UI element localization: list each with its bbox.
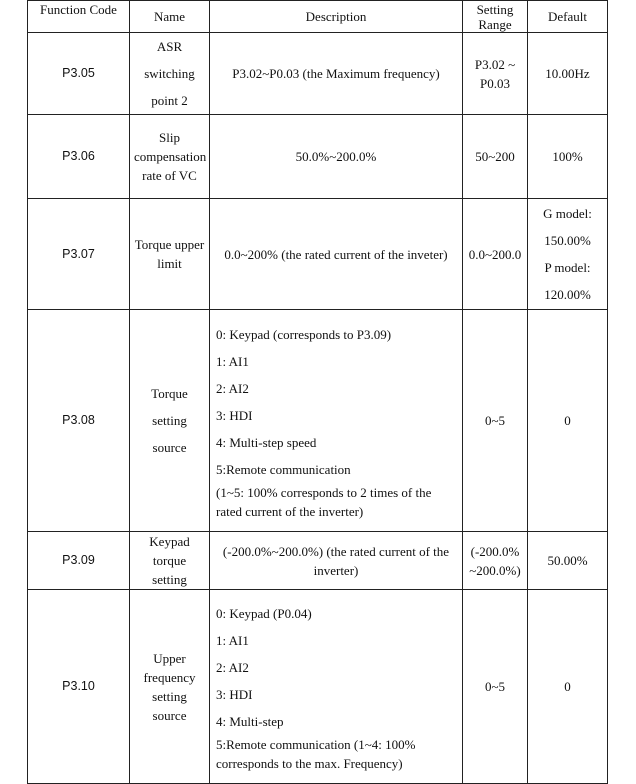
option-line: 4: Multi-step speed [216, 434, 317, 450]
table-row [28, 310, 608, 532]
description-cell: 0.0~200% (the rated current of the inveter) [210, 199, 463, 310]
option-line: 2: AI2 [216, 660, 249, 675]
option-line: 5:Remote communication (1~4: 100% corresponds to the max. Frequency) [216, 737, 416, 771]
function-code-cell: P3.10 [28, 590, 130, 784]
description-cell: (-200.0%~200.0%) (the rated current of the inverter) [210, 532, 463, 590]
option-line: 2: AI2 [216, 380, 249, 396]
option-line: 4: Multi-step [216, 714, 284, 729]
setting-range-cell: 0.0~200.0 [463, 199, 528, 310]
header-description: Description [210, 1, 463, 33]
option-note: (1~5: 100% corresponds to 2 times of the rated current of the inverter) [216, 484, 432, 519]
setting-range-cell: 0~5 [463, 590, 528, 784]
header-setting-range: Setting Range [463, 1, 528, 33]
function-code-cell: P3.07 [28, 199, 130, 310]
default-cell: 100% [528, 115, 608, 199]
header-name: Name [130, 1, 210, 33]
default-cell: 0 [528, 310, 608, 532]
name-cell: Keypad torque setting [130, 532, 210, 590]
description-cell: 50.0%~200.0% [210, 115, 463, 199]
setting-range-cell: 0~5 [463, 310, 528, 532]
description-cell: P3.02~P0.03 (the Maximum frequency) [210, 33, 463, 115]
option-line: 1: AI1 [216, 353, 249, 369]
table-row [28, 33, 608, 115]
header-function-code: Function Code [28, 1, 130, 33]
description-cell [210, 590, 463, 784]
header-default: Default [528, 1, 608, 33]
table-row [28, 115, 608, 199]
function-code-cell: P3.05 [28, 33, 130, 115]
option-line: 0: Keypad (P0.04) [216, 606, 312, 621]
option-line: 5:Remote communication [216, 461, 351, 477]
name-cell: ASR switching point 2 [130, 33, 210, 115]
name-cell: Upper frequency setting source [130, 590, 210, 784]
table-row [28, 590, 608, 784]
parameter-table [27, 0, 608, 784]
setting-range-cell: P3.02 ~ P0.03 [463, 33, 528, 115]
header-row [28, 1, 608, 33]
option-line: 1: AI1 [216, 633, 249, 648]
setting-range-cell: 50~200 [463, 115, 528, 199]
name-cell: Torque upper limit [130, 199, 210, 310]
table-row [28, 199, 608, 310]
function-code-cell: P3.09 [28, 532, 130, 590]
table-row [28, 532, 608, 590]
name-cell: Slip compensation rate of VC [130, 115, 210, 199]
default-cell: G model: 150.00% P model: 120.00% [528, 199, 608, 310]
option-line: 3: HDI [216, 687, 253, 702]
name-cell: Torque setting source [130, 310, 210, 532]
option-line: 3: HDI [216, 407, 253, 423]
function-code-cell: P3.06 [28, 115, 130, 199]
setting-range-cell: (-200.0% ~200.0%) [463, 532, 528, 590]
option-line: 0: Keypad (corresponds to P3.09) [216, 326, 392, 342]
default-cell: 50.00% [528, 532, 608, 590]
default-cell: 10.00Hz [528, 33, 608, 115]
description-cell [210, 310, 463, 532]
default-cell: 0 [528, 590, 608, 784]
function-code-cell: P3.08 [28, 310, 130, 532]
